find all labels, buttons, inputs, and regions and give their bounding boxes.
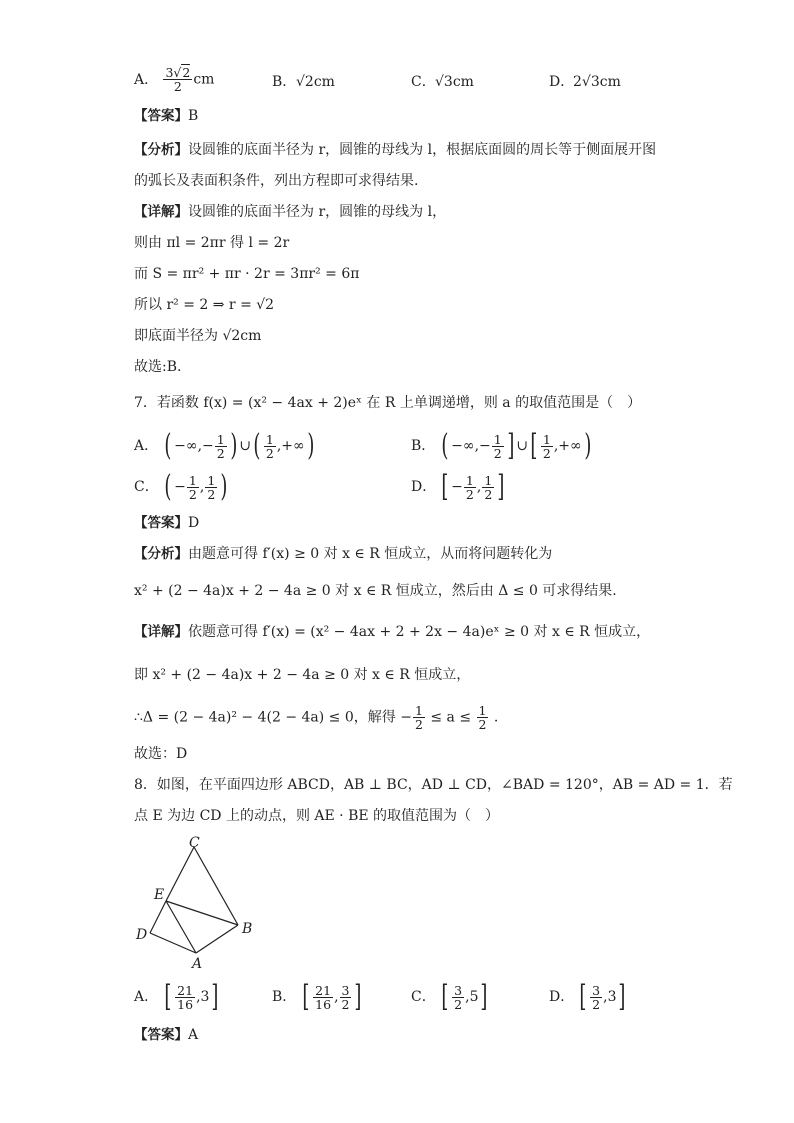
q8-option-c: C． [ $\frac{3}{2}$ ,5] (411, 979, 488, 1014)
q6-detail-line3: 而 S = πr² + πr · 2r = 3πr² = 6π (134, 266, 360, 282)
q8-option-b: B． [ $\frac{21}{16}$ , $\frac{3}{2}$ ] (272, 979, 362, 1014)
option-label: B． (272, 74, 297, 90)
q7-option-a: A． ( −∞,− $\frac{1}{2}$ ) ∪( $\frac{1}{2}$ ,+∞) (134, 428, 315, 463)
answer-value: A (188, 1027, 199, 1043)
option-label: D． (549, 989, 575, 1005)
option-label: B． (272, 989, 297, 1005)
label-d: D (136, 927, 148, 943)
label-b: B (242, 921, 253, 937)
option-label: A． (134, 71, 159, 88)
q6-detail-line4: 所以 r² = 2 ⇒ r = √2 (134, 297, 275, 313)
analysis-tag: 【分析】 (134, 546, 188, 562)
detail-text: 设圆锥的底面半径为 r，圆锥的母线为 l， (188, 204, 447, 220)
quadrilateral-figure (130, 835, 265, 970)
analysis-text: 设圆锥的底面半径为 r，圆锥的母线为 l，根据底面圆的周长等于侧面展开图 (188, 142, 657, 158)
option-value: √3cm (435, 74, 474, 90)
q8-answer (134, 1025, 198, 1045)
label-c: C (189, 835, 200, 851)
option-value: √2cm (296, 74, 335, 90)
detail-tag: 【详解】 (134, 204, 188, 220)
option-label: C． (411, 989, 436, 1005)
q8-option-d: D． [ $\frac{3}{2}$ ,3] (549, 979, 626, 1014)
q7-option-c: C． ( − $\frac{1}{2}$ , $\frac{1}{2}$ ) (134, 469, 228, 504)
q6-conclusion: 故选:B. (134, 359, 182, 375)
answer-value: D (188, 515, 200, 531)
q6-option-c (411, 72, 474, 92)
analysis-tag: 【分析】 (134, 142, 188, 158)
q6-detail-line2: 则由 πl = 2πr 得 l = 2r (134, 235, 290, 251)
detail-text: 依题意可得 f′(x) = (x² − 4ax + 2 + 2x − 4a)eˣ ≥ 0 对 x ∈ R 恒成立， (188, 624, 651, 640)
edge-da (150, 933, 196, 953)
q7-detail-line2: 即 x² + (2 − 4a)x + 2 − 4a ≥ 0 对 x ∈ R 恒成立， (134, 667, 471, 683)
segment-ea (166, 901, 196, 953)
answer-tag: 【答案】 (134, 515, 188, 531)
q8-stem-line1: 8．如图，在平面四边形 ABCD，AB ⊥ BC，AD ⊥ CD，∠BAD = 120°，AB = AD = 1．若 (134, 777, 733, 793)
q6-detail-line1 (134, 202, 446, 222)
option-label: D． (411, 479, 437, 495)
option-label: C． (134, 479, 159, 495)
q7-analysis-line1 (134, 544, 552, 564)
q7-option-d: D． [ − $\frac{1}{2}$ , $\frac{1}{2}$ ] (411, 469, 505, 504)
q8-option-a: A． [ $\frac{21}{16}$ ,3] (134, 979, 219, 1014)
segment-eb (166, 901, 238, 925)
q7-option-b: B． ( −∞,− $\frac{1}{2}$ ] ∪[ $\frac{1}{2}$ ,+∞) (411, 428, 592, 463)
option-value: 2√3cm (573, 74, 621, 90)
q8-stem-line2: 点 E 为边 CD 上的动点，则 AE · BE 的取值范围为（ ） (134, 808, 500, 824)
option-label: C． (411, 74, 436, 90)
q6-option-b (272, 72, 335, 92)
option-label: B． (411, 438, 436, 454)
detail-tag: 【详解】 (134, 624, 188, 640)
q7-detail-line3: ∴Δ = (2 − 4a)² − 4(2 − 4a) ≤ 0，解得 − $\frac{1}{2}$ ≤ a ≤ $\frac{1}{2}$ . (134, 703, 499, 732)
option-label: D． (549, 74, 575, 90)
option-label: A． (134, 438, 159, 454)
label-a: A (192, 956, 203, 970)
edge-bc (194, 847, 238, 925)
answer-value: B (188, 108, 199, 124)
edge-ce (166, 847, 194, 901)
q7-analysis-line2: x² + (2 − 4a)x + 2 − 4a ≥ 0 对 x ∈ R 恒成立，然后由 Δ ≤ 0 可求得结果. (134, 583, 617, 599)
answer-tag: 【答案】 (134, 1027, 188, 1043)
q7-answer (134, 513, 199, 533)
q7-conclusion: 故选：D (134, 746, 188, 762)
q6-analysis-line2: 的弧长及表面积条件，列出方程即可求得结果. (134, 173, 419, 189)
q6-option-d (549, 72, 621, 92)
q7-detail-line1 (134, 622, 650, 642)
analysis-text: 由题意可得 f′(x) ≥ 0 对 x ∈ R 恒成立，从而将问题转化为 (188, 546, 553, 562)
q6-option-a: A． $\frac{3√2}{2}$ cm (134, 65, 215, 94)
answer-tag: 【答案】 (134, 108, 188, 124)
q6-analysis-line1 (134, 140, 656, 160)
option-label: A． (134, 989, 159, 1005)
q6-detail-line5: 即底面半径为 √2cm (134, 328, 262, 344)
edge-ed (150, 901, 166, 933)
label-e: E (154, 887, 165, 903)
edge-ab (196, 925, 238, 953)
q7-stem: 7．若函数 f(x) = (x² − 4ax + 2)eˣ 在 R 上单调递增，则 a 的取值范围是（ ） (134, 395, 642, 411)
q6-answer (134, 106, 198, 126)
